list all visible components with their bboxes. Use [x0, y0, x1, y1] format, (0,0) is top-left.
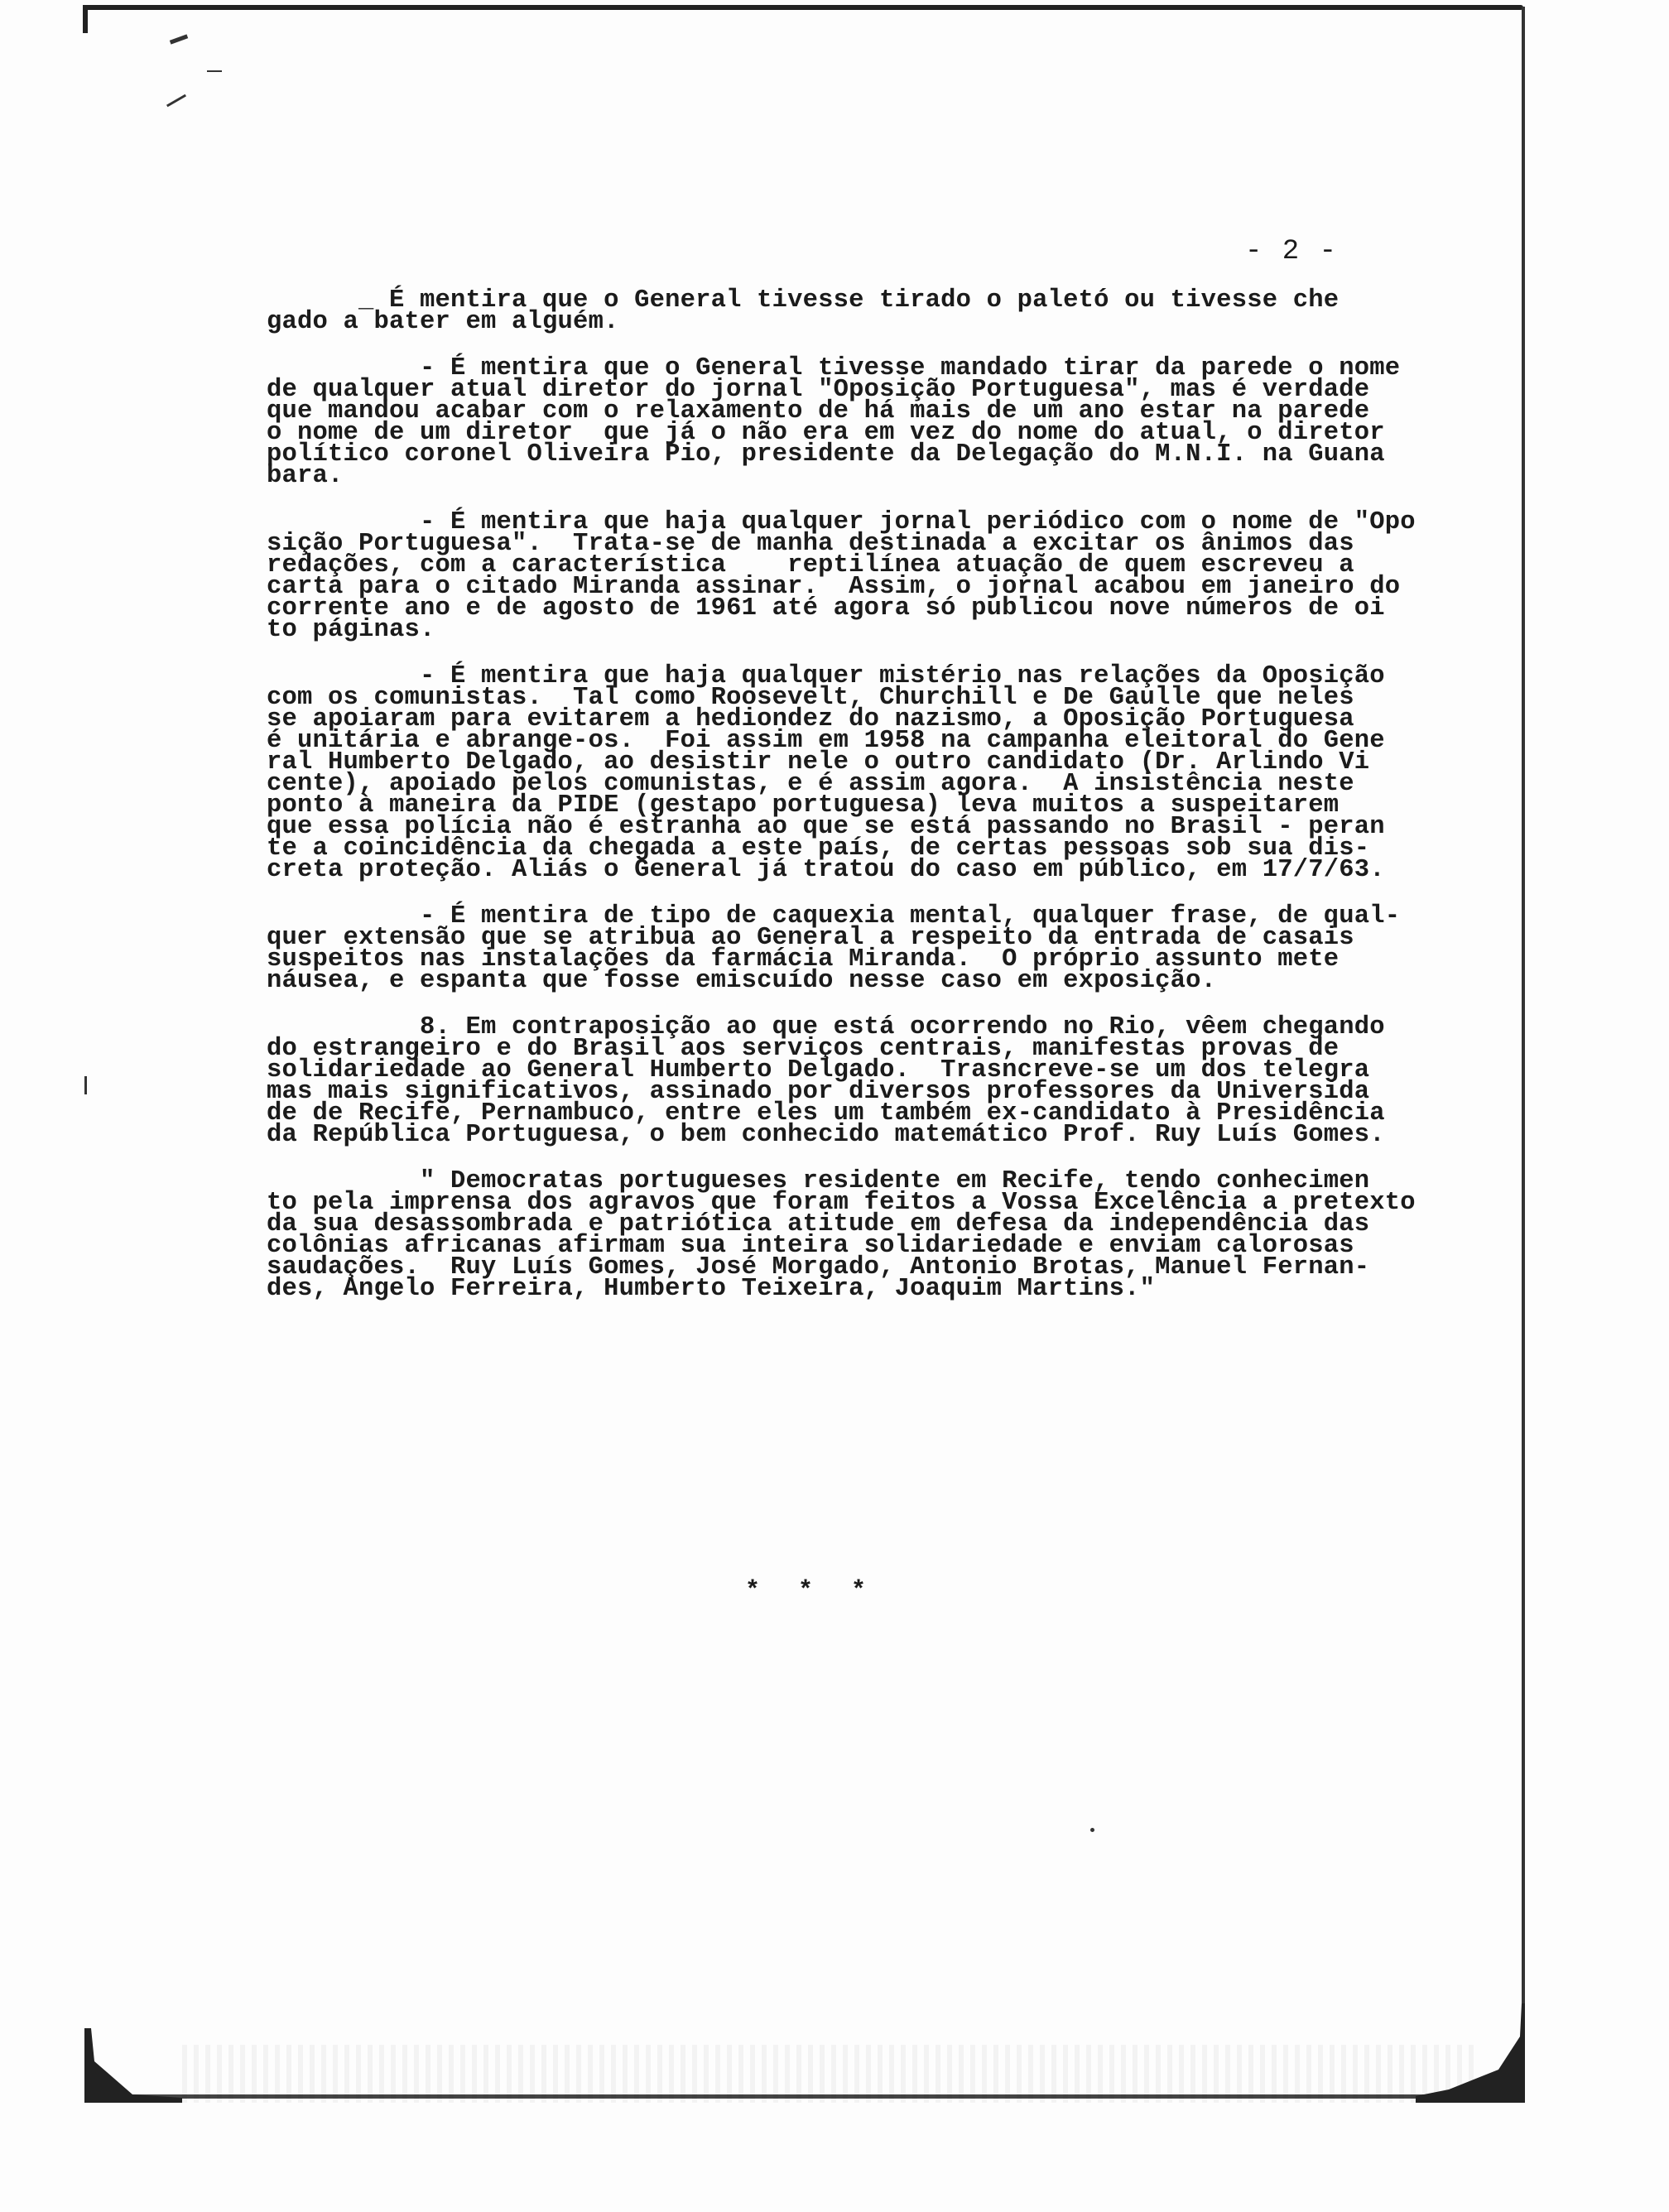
- document-body: [267, 286, 1467, 1325]
- paragraph: [267, 1013, 1467, 1149]
- text-line: sição Portuguesa". Trata-se de manha destinada a excitar os ânimos das: [267, 530, 1354, 558]
- text-line: - É mentira que haja qualquer jornal periódico com o nome de "Opo: [267, 508, 1416, 536]
- text-line: corrente ano e de agosto de 1961 até agora só publicou nove números de oi: [267, 594, 1385, 623]
- text-line: é unitária e abrange-os. Foi assim em 1958 na campanha eleitoral do Gene: [267, 727, 1385, 755]
- paragraph: [267, 1167, 1467, 1303]
- text-line: cente), apoiado pelos comunistas, e é assim agora. A insistência neste: [267, 770, 1354, 798]
- text-line: colônias africanas afirmam sua inteira solidariedade e enviam calorosas: [267, 1232, 1354, 1260]
- paragraph: [267, 662, 1467, 884]
- text-line: des, Angelo Ferreira, Humberto Teixeira, Joaquim Martins.": [267, 1275, 1156, 1303]
- text-line: com os comunistas. Tal como Roosevelt, Churchill e De Gaulle que neles: [267, 684, 1354, 712]
- text-line: - É mentira que haja qualquer mistério nas relações da Oposição: [267, 662, 1385, 690]
- text-line: to páginas.: [267, 616, 435, 644]
- text-line: solidariedade ao General Humberto Delgado. Trasncreve-se um dos telegra: [267, 1056, 1370, 1084]
- page-edge-corner: [83, 5, 88, 33]
- text-line: 8. Em contraposição ao que está ocorrendo no Rio, vêem chegando: [267, 1013, 1385, 1041]
- text-line: saudações. Ruy Luís Gomes, José Morgado, Antonio Brotas, Manuel Fernan-: [267, 1253, 1370, 1282]
- torn-corner-right: [1399, 2003, 1532, 2103]
- text-line: redações, com a característica reptilínea atuação de quem escreveu a: [267, 551, 1354, 579]
- text-line: " Democratas portugueses residente em Recife, tendo conhecimen: [267, 1167, 1370, 1195]
- paragraph: [267, 286, 1467, 336]
- text-line: suspeitos nas instalações da farmácia Miranda. O próprio assunto mete: [267, 945, 1340, 974]
- text-line: de qualquer atual diretor do jornal "Oposição Portuguesa", mas é verdade: [267, 376, 1370, 404]
- text-line: o nome de um diretor que já o não era em vez do nome do atual, o diretor: [267, 419, 1385, 447]
- text-line: da sua desassombrada e patriótica atitude em defesa da independência das: [267, 1210, 1370, 1238]
- text-line: bara.: [267, 462, 344, 490]
- paragraph: [267, 902, 1467, 995]
- text-line: ral Humberto Delgado, ao desistir nele o outro candidato (Dr. Arlindo Vi: [267, 748, 1370, 777]
- text-line: - É mentira de tipo de caquexia mental, qualquer frase, de qual-: [267, 902, 1401, 930]
- text-line: to pela imprensa dos agravos que foram feitos a Vossa Excelência a pretexto: [267, 1189, 1416, 1217]
- text-line: da República Portuguesa, o bem conhecido matemático Prof. Ruy Luís Gomes.: [267, 1121, 1385, 1149]
- text-line: gado a bater em alguém.: [267, 308, 619, 336]
- text-line: se apoiaram para evitarem a hediondez do nazismo, a Oposição Portuguesa: [267, 705, 1354, 733]
- page-number: - 2 -: [1244, 236, 1339, 267]
- scan-speck: [166, 94, 186, 108]
- text-line: ponto à maneira da PIDE (gestapo portuguesa) leva muitos a suspeitarem: [267, 791, 1340, 820]
- text-line: carta para o citado Miranda assinar. Assim, o jornal acabou em janeiro do: [267, 573, 1401, 601]
- scan-speck: [170, 34, 188, 44]
- text-line: quer extensão que se atribua ao General a respeito da entrada de casais: [267, 924, 1354, 952]
- scan-speck: [207, 70, 222, 72]
- text-line: creta proteção. Aliás o General já tratou do caso em público, em 17/7/63.: [267, 856, 1385, 884]
- text-line: mas mais significativos, assinado por diversos professores da Universida: [267, 1078, 1370, 1106]
- scan-speck: [84, 1076, 87, 1094]
- text-line: náusea, e espanta que fosse emiscuído nesse caso em exposição.: [267, 967, 1217, 995]
- text-line: te a coincidência da chegada a este país, de certas pessoas sob sua dis-: [267, 834, 1370, 863]
- closing-asterisks: * * *: [745, 1577, 878, 1605]
- text-line: que essa polícia não é estranha ao que se está passando no Brasil - peran: [267, 813, 1385, 841]
- scan-smudge: [182, 2045, 1474, 2103]
- paragraph: [267, 354, 1467, 490]
- text-line: que mandou acabar com o relaxamento de há mais de um ano estar na parede: [267, 397, 1370, 426]
- scan-speck: [1090, 1828, 1094, 1832]
- text-line: do estrangeiro e do Brasil aos serviços centrais, manifestas provas de: [267, 1035, 1340, 1063]
- torn-corner-left: [83, 2028, 182, 2103]
- page-edge-right: [1522, 7, 1525, 2101]
- text-line: político coronel Oliveira Pio, presidente da Delegação do M.N.I. na Guana: [267, 440, 1385, 469]
- page-edge-top: [83, 5, 1523, 10]
- paragraph: [267, 508, 1467, 644]
- text-line: - É mentira que o General tivesse mandado tirar da parede o nome: [267, 354, 1401, 382]
- text-line: de de Recife, Pernambuco, entre eles um também ex-candidato à Presidência: [267, 1099, 1385, 1128]
- text-line: _ É mentira que o General tivesse tirado o paletó ou tivesse che: [267, 286, 1340, 315]
